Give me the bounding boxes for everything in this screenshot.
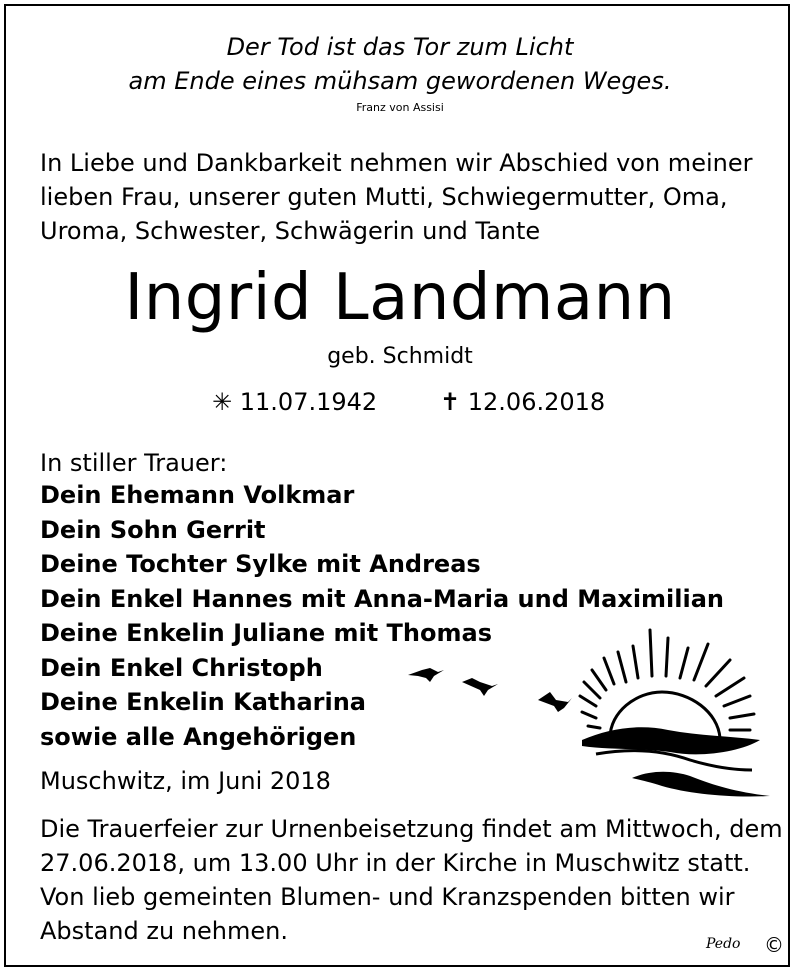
death-cross-icon: ✝: [440, 388, 461, 416]
birth-star-icon: ✳: [212, 388, 233, 416]
place-date: Muschwitz, im Juni 2018: [40, 767, 331, 795]
mourner-item: Dein Ehemann Volkmar: [40, 481, 355, 509]
mourner-item: Dein Sohn Gerrit: [40, 515, 266, 544]
quote-line-1: Der Tod ist das Tor zum Licht: [226, 33, 574, 61]
signature: Pedo: [706, 936, 741, 952]
intro-line-2: lieben Frau, unserer guten Mutti, Schwiegermutter, Oma,: [40, 183, 728, 211]
copyright-icon: ©: [764, 933, 784, 957]
service-info: [40, 812, 783, 948]
intro-text: [40, 146, 780, 248]
service-line-1: Die Trauerfeier zur Urnenbeisetzung findet am Mittwoch, dem: [40, 815, 783, 843]
quote-line-2: am Ende eines mühsam gewordenen Weges.: [128, 67, 672, 95]
bird-icon: [462, 678, 498, 696]
mourner-item: sowie alle Angehörigen: [40, 722, 357, 751]
hill-lower: [596, 751, 752, 770]
service-line-3: Von lieb gemeinten Blumen- und Kranzspenden bitten wir: [40, 883, 735, 911]
mourner-item: Dein Enkel Christoph: [40, 653, 323, 682]
mourner-item: Dein Enkel Hannes mit Anna-Maria und Maximilian: [40, 584, 725, 613]
bird-icon: [408, 668, 444, 682]
maiden-name: geb. Schmidt: [327, 344, 473, 369]
service-line-2: 27.06.2018, um 13.00 Uhr in der Kirche in Muschwitz statt.: [40, 849, 751, 877]
birth-date-line: [212, 386, 377, 418]
sunset-birds-illustration: [400, 620, 780, 810]
sun-rays: [580, 630, 754, 730]
birds-icon: [408, 668, 572, 712]
mourning-heading: In stiller Trauer:: [40, 449, 228, 477]
deceased-name: Ingrid Landmann: [124, 261, 676, 335]
intro-line-1: In Liebe und Dankbarkeit nehmen wir Abschied von meiner: [40, 149, 753, 177]
mourner-item: Deine Tochter Sylke mit Andreas: [40, 550, 481, 578]
birth-date: 11.07.1942: [239, 388, 378, 416]
hill-foreground: [632, 772, 770, 797]
intro-line-3: Uroma, Schwester, Schwägerin und Tante: [40, 217, 541, 245]
death-date: 12.06.2018: [467, 388, 606, 416]
quote: [0, 30, 800, 98]
mourner-item: Deine Enkelin Katharina: [40, 688, 367, 716]
bird-icon: [538, 692, 572, 712]
mourner-item: Deine Enkelin Juliane mit Thomas: [40, 619, 492, 647]
service-line-4: Abstand zu nehmen.: [40, 917, 288, 945]
quote-author: Franz von Assisi: [356, 101, 444, 114]
death-date-line: [440, 386, 605, 418]
